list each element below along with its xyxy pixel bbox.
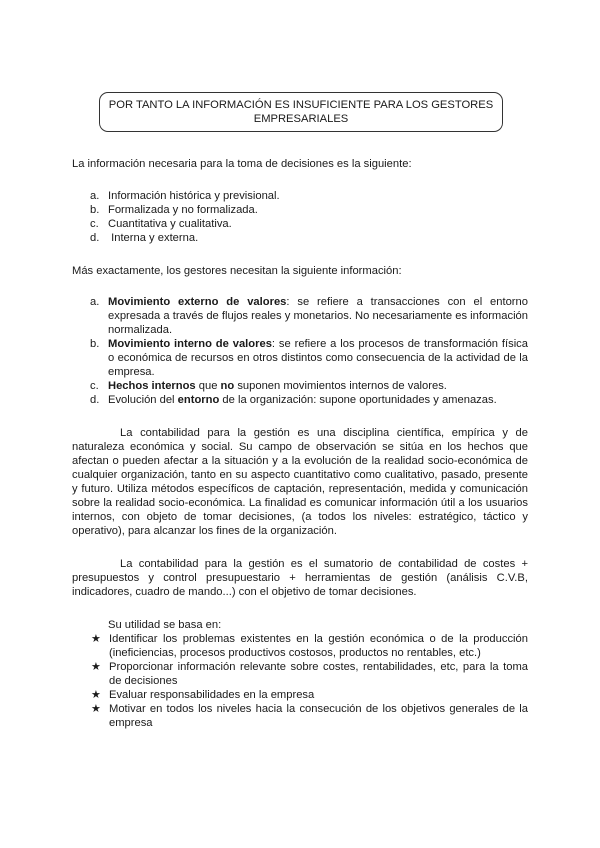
star-bullet-icon: ★ — [91, 689, 101, 701]
list-marker: c. — [90, 218, 99, 230]
list-item — [90, 217, 528, 231]
term-bold: entorno — [177, 394, 220, 406]
paragraph-definition: La contabilidad para la gestión es una disciplina científica, empírica y de naturaleza económica y social. Su campo de observación se sitúa en los hechos que afectan o pueden afectar a la situación y a la evolución de la realidad socio-económica de cualquier organización, tanto en su aspecto cuantitativo como cualitativo, pasado, presente y futuro. Utiliza métodos específicos de captación, representación, medida y comunicación sobre la realidad socio-económica. La finalidad es comunicar información útil a los usuarios internos, con objeto de tomar decisiones, (a todos los niveles: estratégico, táctico y operativo), para alcanzar los fines de la organización. — [72, 427, 528, 537]
intro2-text: Más exactamente, los gestores necesitan la siguiente información: — [72, 265, 402, 277]
list-item-text: : se refiere a los procesos de transformación física o económica de recursos en otros distintos como consecuencia de la actividad de la empresa. — [108, 338, 528, 378]
list-item — [90, 295, 528, 337]
list-item-text: : se refiere a transacciones con el entorno expresada a través de flujos reales y monetarios. No necesariamente es información normalizada. — [108, 296, 528, 336]
list-item-text: Identificar los problemas existentes en la gestión económica o de la producción (ineficiencias, procesos productivos costosos, productos no rentables, etc.) — [109, 633, 528, 659]
intro-text: La información necesaria para la toma de decisiones es la siguiente: — [72, 158, 412, 170]
list-item — [90, 632, 528, 660]
list-marker: b. — [90, 338, 100, 350]
list-item — [90, 660, 528, 688]
list-item-text: suponen movimientos internos de valores. — [234, 380, 447, 392]
term-bold: Hechos internos — [108, 380, 196, 392]
list-item — [90, 393, 528, 407]
list-item-text: Cuantitativa y cualitativa. — [108, 218, 232, 230]
list-marker: a. — [90, 190, 100, 202]
banner-line-1: POR TANTO LA INFORMACIÓN ES INSUFICIENTE PARA LOS GESTORES — [108, 99, 494, 111]
list-item-text: de la organización: supone oportunidades y amenazas. — [219, 394, 497, 406]
paragraph-summary: La contabilidad para la gestión es el sumatorio de contabilidad de costes + presupuestos y control presupuestario + herramientas de gestión (análisis C.V.B, indicadores, cuadro de mando...) con el objetivo de tomar decisiones. — [72, 558, 528, 598]
list-item-text: Evolución del — [108, 394, 178, 406]
list-item — [90, 231, 528, 245]
list-marker: d. — [90, 394, 100, 406]
list-item — [90, 702, 528, 730]
star-bullet-icon: ★ — [91, 633, 101, 645]
list-item-text: Formalizada y no formalizada. — [108, 204, 258, 216]
star-bullet-icon: ★ — [91, 661, 101, 673]
heading-banner — [99, 92, 503, 132]
list-item-text: Interna y externa. — [108, 232, 199, 244]
banner-line-2: EMPRESARIALES — [253, 113, 349, 125]
list-item-text: Evaluar responsabilidades en la empresa — [109, 689, 315, 701]
list-item-text: Motivar en todos los niveles hacia la consecución de los objetivos generales de la empresa — [109, 703, 528, 729]
term-bold: Movimiento interno de valores — [108, 338, 272, 350]
list-marker: b. — [90, 204, 100, 216]
term-bold: no — [220, 380, 235, 392]
list-item — [90, 337, 528, 379]
list-marker: c. — [90, 380, 99, 392]
list-item — [90, 688, 528, 702]
list-item-text: Proporcionar información relevante sobre costes, rentabilidades, etc, para la toma de decisiones — [109, 661, 528, 687]
list-marker: d. — [90, 232, 100, 244]
list-item-text: que — [195, 380, 221, 392]
info-list — [90, 189, 528, 245]
list-marker: a. — [90, 296, 100, 308]
star-bullet-icon: ★ — [91, 703, 101, 715]
list-item — [90, 189, 528, 203]
term-bold: Movimiento externo de valores — [108, 296, 287, 308]
list-item-text: Información histórica y previsional. — [108, 190, 280, 202]
utility-list — [90, 632, 528, 730]
list-item — [90, 203, 528, 217]
needs-list — [90, 295, 528, 407]
utility-heading: Su utilidad se basa en: — [108, 619, 222, 631]
list-item — [90, 379, 528, 393]
